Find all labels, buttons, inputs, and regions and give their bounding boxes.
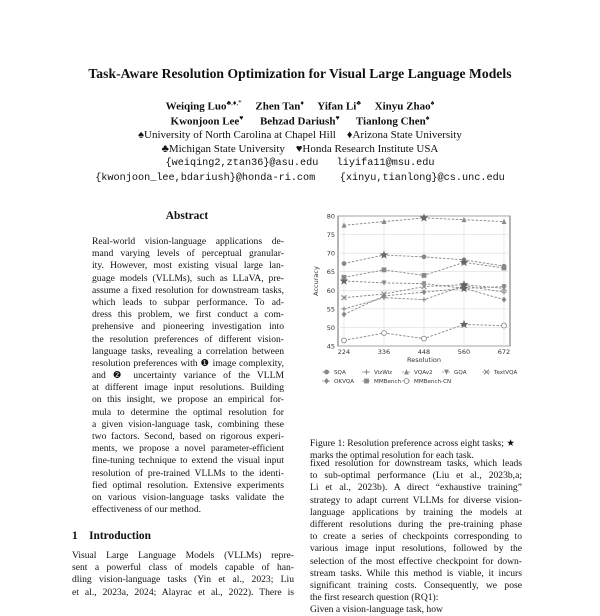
data-point [342,306,347,311]
text-line: significant training costs. Consequently, we pose [310,579,522,591]
x-axis-label: Resolution [407,356,441,364]
legend-entry: SQA [334,370,346,377]
text-line: assume a fixed resolution for downstream tasks, [92,284,284,296]
author-name: Yifan Li [317,100,357,113]
intro-body [72,550,294,599]
data-point [342,261,347,266]
data-point [502,266,507,271]
legend-entry: MMBench-CN [414,379,452,386]
data-point [422,297,427,302]
y-tick-label: 50 [326,323,335,332]
text-line: mula to determine the optimal resolution for [92,406,284,418]
text-line: ments, we propose a novel parameter-efficient [92,443,284,455]
x-tick-label: 336 [377,348,391,356]
x-tick-label: 224 [337,348,351,356]
y-tick-label: 80 [326,212,335,221]
email-line-1: {weiqing2,ztan36}@asu.edu liyifa11@msu.edu [165,158,435,169]
text-line: fied optimal resolution. Extensive experiments [92,479,284,491]
legend-entry: GQA [454,370,467,377]
legend-marker [364,370,369,375]
affiliation-line-1: ♠University of North Carolina at Chapel Hill ♦Arizona State University [138,129,462,141]
text-line: two factors. Second, based on rigorous experi- [92,431,284,442]
author-line-1 [0,99,600,113]
caption-line: marks the optimal resolution for each task. [310,450,474,461]
data-point [382,331,387,336]
y-tick-label: 65 [326,268,335,277]
abstract-heading: Abstract [165,210,209,222]
data-point [422,336,427,341]
text-line: ity. However, most existing visual large lan- [92,260,284,272]
text-line: guage models (VLLMs), such as LLaVA, pre- [92,272,284,284]
right-column-body [310,458,522,616]
email-line-2: {kwonjoon_lee,bdariush}@honda-ri.com {xinyu,tianlong}@cs.unc.edu [95,173,505,184]
text-line: Li et al., 2023b). A direct “exhaustive training” [310,482,522,494]
author-mark: ♠ [430,99,435,107]
text-line: sent a powerful class of models capable of han- [72,562,294,574]
text-line: Visual Large Language Models (VLLMs) repre- [72,550,294,561]
author-name: Kwonjoon Lee [170,115,240,128]
text-line: strategy to adapt current VLLMs for diverse vision- [310,494,522,506]
text-line: effectiveness of our method. [92,504,202,516]
legend-marker [324,370,329,375]
legend-marker [324,378,329,384]
legend-entry: VQAv2 [414,370,433,377]
text-line: stream tasks. While this method is viable, it incurs [310,567,522,579]
author-mark: ♥ [335,114,340,122]
legend-entry: TextVQA [494,370,518,377]
text-line: dling vision-language tasks (Yin et al., 2023; Liu [72,574,294,586]
text-line: Given a vision-language task, how [310,604,443,616]
section-number: 1 [72,530,78,542]
y-tick-label: 45 [326,342,335,351]
resolution-preference-chart [306,210,520,426]
text-line: et al., 2023a, 2024; Alayrac et al., 2022). There is [72,586,294,598]
author-name: Xinyu Zhao [374,100,431,113]
text-line: a given vision-language task, combining these [92,418,284,430]
intro-heading [72,530,151,542]
author-name: Weiqing Luo [165,100,227,113]
legend-entry: MMBench [374,379,402,386]
data-point [422,273,427,278]
author-name: Behzad Dariush [259,115,336,128]
text-line: Real-world vision-language applications de- [92,236,284,247]
text-line: on various vision-language tasks validate the [92,491,284,503]
data-point [502,219,507,224]
y-axis-label: Accuracy [312,266,320,296]
text-line: language tasks, revealing a correlation between [92,345,284,357]
data-point [342,275,347,280]
data-point [342,338,347,343]
author-mark: ♦ [300,99,304,107]
text-line: different resolutions during the pre-training phase [310,518,522,530]
author-mark: ♣,♦,* [226,99,242,107]
text-line: resolution preferences with ❶ image complexity, [92,357,284,369]
data-point [342,311,347,317]
x-tick-label: 672 [497,348,511,356]
text-line: to create a series of checkpoints corresponding to [310,531,522,543]
chart-svg [306,210,520,426]
text-line: the first research question (RQ1): [310,592,439,604]
author-mark: ♠ [425,114,430,122]
text-line: to sub-optimal performance (Liu et al., 2023b,a; [310,470,522,482]
data-point [502,323,507,328]
data-point [422,254,427,259]
y-tick-label: 75 [326,231,335,240]
author-mark: ♣ [356,99,361,107]
y-tick-label: 60 [326,286,335,295]
text-line: language applications by training the models at [310,506,522,518]
section-title: Introduction [89,530,151,542]
text-line: fine-tuning technique to extend the visual input [92,455,284,467]
text-line: at different image input resolutions. Building [92,382,284,394]
paper-title: Task-Aware Resolution Optimization for Visual Large Language Models [88,66,512,81]
author-name: Tianlong Chen [355,115,426,128]
author-mark: ♥ [239,114,244,122]
caption-line: Figure 1: Resolution preference across eight tasks; ★ [310,438,515,449]
abstract-body [92,236,284,516]
legend-marker [404,379,409,384]
data-point [502,297,507,303]
text-line: mand varying levels of perceptual granular- [92,248,284,260]
y-tick-label: 55 [326,305,335,314]
legend-entry: VizWiz [374,370,393,377]
text-line: various image input resolutions, followed by the [310,543,522,555]
data-point [382,267,387,272]
x-tick-label: 448 [417,348,431,356]
author-name: Zhen Tan [255,100,301,113]
text-line: and ❷ uncertainty variance of the VLLM [92,370,284,382]
affiliation-line-2: ♣Michigan State University ♥Honda Research Institute USA [161,143,439,155]
x-tick-label: 560 [457,348,471,356]
legend-marker [364,379,369,384]
text-line: fixed resolution for downstream tasks, which leads [310,458,522,469]
text-line: which leads to subpar performance. To ad- [92,296,284,308]
text-line: on this insight, we propose an empirical for- [92,394,284,406]
legend-entry: OKVQA [334,379,355,386]
text-line: prehensive and pioneering investigation into [92,321,284,333]
text-line: selection of the most effective checkpoint for down- [310,555,522,567]
text-line: dress this problem, we first conduct a com- [92,309,284,321]
text-line: resolution of pre-trained VLLMs to the identi- [92,467,284,479]
text-line: the resolution preferences of different vision- [92,333,284,345]
y-tick-label: 70 [326,249,335,258]
author-line-2 [0,114,600,128]
